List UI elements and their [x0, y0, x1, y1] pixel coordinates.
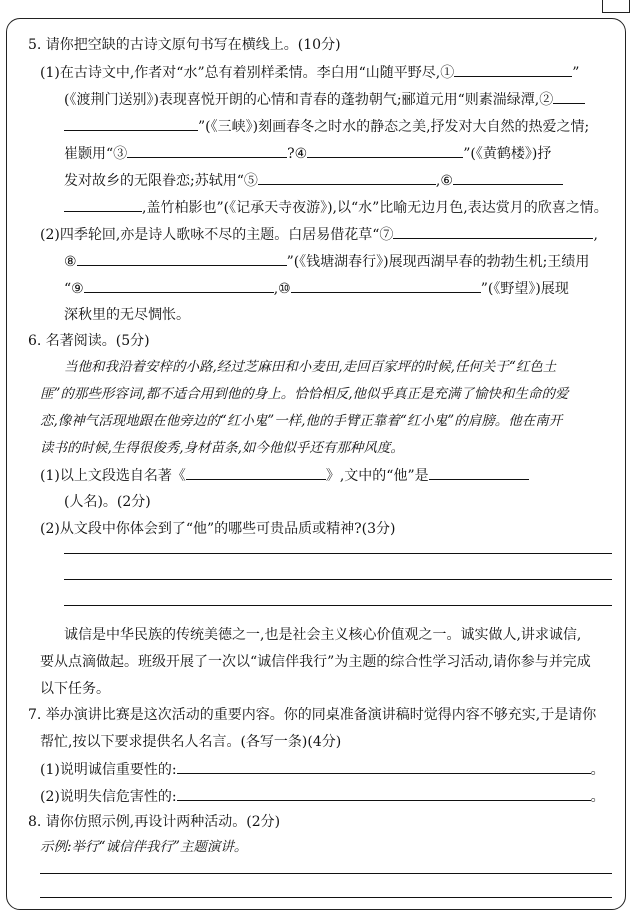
text: (1)以上文段选自名著《 — [40, 468, 186, 484]
text: ,盖竹柏影也”(《记承天寺夜游》),以“水”比喻无边月色,表达赏月的欣喜之情。 — [142, 200, 608, 216]
text: ,⑥ — [435, 173, 453, 189]
answer-blank-3[interactable] — [127, 143, 287, 158]
q5-p2-line3 — [64, 278, 569, 299]
answer-line[interactable] — [40, 873, 612, 874]
q6-passage-line: 读书的时候,生得很俊秀,身材苗条,如今他似乎还有那种风度。 — [40, 440, 404, 456]
q7-s1 — [40, 759, 605, 780]
text: ?④ — [287, 146, 308, 162]
q6-passage-line: 当他和我沿着安梓的小路,经过芝麻田和小麦田,走回百家坪的时候,任何关于“红色土 — [64, 359, 557, 375]
answer-blank-8[interactable] — [77, 251, 287, 266]
person-name-blank[interactable] — [429, 465, 529, 480]
book-name-blank[interactable] — [186, 465, 326, 480]
text: (1)在古诗文中,作者对“水”总有着别样柔情。李白用“山随平野尽,① — [40, 65, 455, 81]
q8-title: 8. 请你仿照示例,再设计两种活动。(2分) — [28, 814, 281, 830]
answer-line[interactable] — [64, 553, 612, 554]
q5-p2-line1 — [40, 224, 598, 245]
answer-blank-10[interactable] — [291, 278, 481, 293]
q5-p1-line1 — [40, 62, 579, 83]
answer-blank-7[interactable] — [393, 224, 593, 239]
quote-blank-1[interactable] — [177, 759, 591, 774]
q5-p1-line6 — [64, 197, 608, 218]
answer-line[interactable] — [64, 605, 612, 606]
text: 发对故乡的无限眷恋;苏轼用“⑤ — [64, 173, 258, 189]
answer-blank-6[interactable] — [453, 170, 563, 185]
answer-blank-2[interactable] — [553, 89, 585, 104]
q7-line1: 7. 举办演讲比赛是这次活动的重要内容。你的同桌准备演讲稿时觉得内容不够充实,于是请你 — [28, 707, 597, 723]
intro-line: 要从点滴做起。班级开展了一次以“诚信伴我行”为主题的综合性学习活动,请你参与并完成 — [40, 654, 591, 670]
q5-p1-line2 — [64, 89, 585, 110]
text: ” — [572, 65, 580, 81]
q6-passage-line: 恋,像神气活现地跟在他旁边的“红小鬼”一样,他的手臂正靠着“红小鬼”的肩膀。他在南开 — [40, 413, 563, 429]
text: 崔颢用“③ — [64, 146, 128, 162]
q8-example: 示例:举行“诚信伴我行”主题演讲。 — [40, 839, 248, 855]
text: ,⑩ — [273, 281, 291, 297]
answer-blank-5[interactable] — [258, 170, 436, 185]
answer-blank-2-cont[interactable] — [64, 116, 198, 131]
text: ”(《野望》)展现 — [480, 281, 569, 297]
text: (2)四季轮回,亦是诗人歌咏不尽的主题。白居易借花草“⑦ — [40, 227, 394, 243]
text: ”(《黄鹤楼》)抒 — [463, 146, 552, 162]
answer-line[interactable] — [40, 897, 612, 898]
q5-p1-line3 — [64, 116, 589, 137]
text: (《渡荆门送别》)表现喜悦开朗的心情和青春的蓬勃朝气;郦道元用“则素湍绿潭,② — [64, 92, 554, 108]
q5-p2-line4: 深秋里的无尽惆怅。 — [64, 307, 190, 323]
quote-blank-2[interactable] — [177, 786, 591, 801]
q7-line2: 帮忙,按以下要求提供名人名言。(各写一条)(4分) — [40, 734, 342, 750]
q5-title: 5. 请你把空缺的古诗文原句书写在横线上。(10分) — [28, 37, 341, 53]
answer-line[interactable] — [64, 579, 612, 580]
answer-blank-6-cont[interactable] — [64, 197, 142, 212]
answer-blank-1[interactable] — [454, 62, 572, 77]
q6-s2: (2)从文段中你体会到了“他”的哪些可贵品质或精神?(3分) — [40, 521, 396, 537]
q6-passage-line: 匪”的那些形容词,都不适合用到他的身上。恰恰相反,他似乎真正是充满了愉快和生命的爱 — [40, 386, 569, 402]
text: , — [593, 227, 598, 243]
q5-p2-line2 — [64, 251, 589, 272]
text: 》,文中的“他”是 — [325, 468, 429, 484]
text: “⑨ — [64, 281, 84, 297]
text: ⑧ — [64, 254, 77, 270]
corner-box — [602, 0, 630, 13]
text: 。 — [590, 789, 605, 805]
q5-p1-line5 — [64, 170, 563, 191]
text: 。 — [590, 762, 605, 778]
text: ”(《钱塘湖春行》)展现西湖早春的勃勃生机;王绩用 — [286, 254, 590, 270]
text: ”(《三峡》)刻画春冬之时水的静态之美,抒发对大自然的热爱之情; — [198, 119, 590, 135]
answer-blank-9[interactable] — [84, 278, 274, 293]
intro-line: 诚信是中华民族的传统美德之一,也是社会主义核心价值观之一。诚实做人,讲求诚信, — [64, 627, 582, 643]
q7-s2 — [40, 786, 605, 807]
q5-p1-line4 — [64, 143, 551, 164]
q6-title: 6. 名著阅读。(5分) — [28, 333, 150, 349]
intro-line: 以下任务。 — [40, 681, 110, 697]
text: (1)说明诚信重要性的: — [40, 762, 177, 778]
q6-s1-line1 — [40, 465, 529, 486]
q6-s1-line2: (人名)。(2分) — [64, 494, 151, 510]
answer-blank-4[interactable] — [307, 143, 463, 158]
text: (2)说明失信危害性的: — [40, 789, 177, 805]
